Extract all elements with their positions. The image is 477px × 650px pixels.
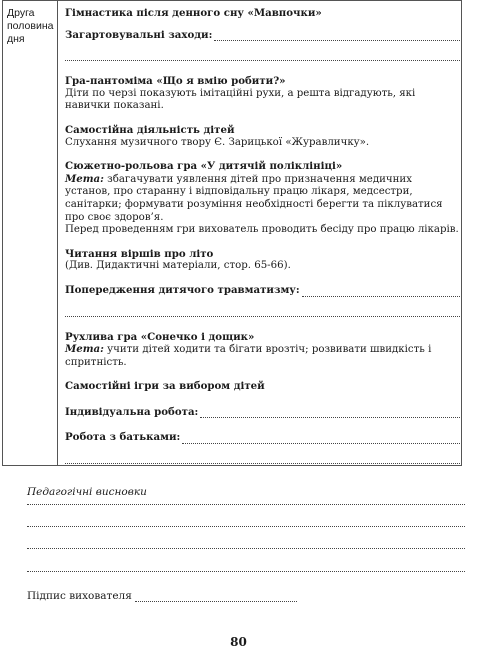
page-number: 80: [230, 635, 247, 649]
conclusions-line-3[interactable]: [27, 548, 465, 549]
signature-label: Підпис вихователя: [27, 590, 132, 602]
mobile-game-goal: [65, 343, 460, 369]
free-games-title: Самостійні ігри за вибором дітей: [65, 380, 265, 393]
individual-row: [65, 406, 460, 419]
conclusions-label: Педагогічні висновки: [27, 486, 147, 498]
conclusions-line-4[interactable]: [27, 571, 465, 572]
mobile-game-title: Рухлива гра «Сонечко і дощик»: [65, 330, 255, 343]
parents-label: Робота з батьками:: [65, 431, 181, 444]
period-cell: Друга половина дня: [7, 7, 54, 45]
conclusions-line-2[interactable]: [27, 526, 465, 527]
signature-row: [27, 590, 297, 602]
trauma-label: Попередження дитячого травматизму:: [65, 283, 300, 296]
trauma-fill-line[interactable]: [302, 285, 460, 297]
hardening-label: Загартовувальні заходи:: [65, 28, 213, 41]
parents-row: [65, 431, 460, 444]
hardening-row: [65, 29, 460, 42]
mobile-goal-text: учити дітей ходити та бігати врозтіч; розвивати швидкість і спритність.: [65, 344, 432, 368]
column-divider: [57, 1, 58, 465]
roleplay-goal-text: збагачувати уявлення дітей про призначення медичних установ, про старанну і відповідальну працю лікаря, медсестри, санітарки; формувати розуміння необхідності берегти та піклуватися про своє здоров’я.: [65, 173, 443, 223]
activities-cell: [65, 7, 460, 464]
trauma-row: [65, 284, 460, 297]
conclusions-line-1[interactable]: [27, 504, 465, 505]
pantomime-title: Гра-пантоміма «Що я вмію робити?»: [65, 75, 286, 88]
roleplay-title: Сюжетно-рольова гра «У дитячій поліклініці»: [65, 160, 343, 173]
independent-title: Самостійна діяльність дітей: [65, 123, 235, 136]
parents-fill-line[interactable]: [182, 432, 460, 444]
hardening-extra-line[interactable]: [65, 49, 460, 61]
independent-text: Слухання музичного твору Є. Зарицької «Журавличку».: [65, 136, 370, 148]
individual-label: Індивідуальна робота:: [65, 405, 199, 418]
trauma-extra-line[interactable]: [65, 305, 460, 317]
signature-line[interactable]: [135, 591, 297, 602]
roleplay-goal-label: Мета:: [65, 172, 104, 185]
individual-fill-line[interactable]: [200, 406, 460, 418]
hardening-fill-line[interactable]: [214, 29, 460, 41]
plan-table: [2, 0, 462, 466]
reading-text: (Див. Дидактичні матеріали, стор. 65-66).: [65, 260, 291, 272]
pantomime-text: Діти по черзі показують імітаційні рухи, а решта відгадують, які навички показані.: [65, 87, 416, 112]
roleplay-before: Перед проведенням гри вихователь проводить бесіду про працю лікарів.: [65, 224, 459, 236]
reading-title: Читання віршів про літо: [65, 247, 214, 260]
mobile-goal-label: Мета:: [65, 343, 104, 356]
gym-title: Гімнастика після денного сну «Мавпочки»: [65, 7, 322, 19]
roleplay-goal: [65, 173, 460, 224]
parents-extra-line[interactable]: [65, 452, 460, 464]
